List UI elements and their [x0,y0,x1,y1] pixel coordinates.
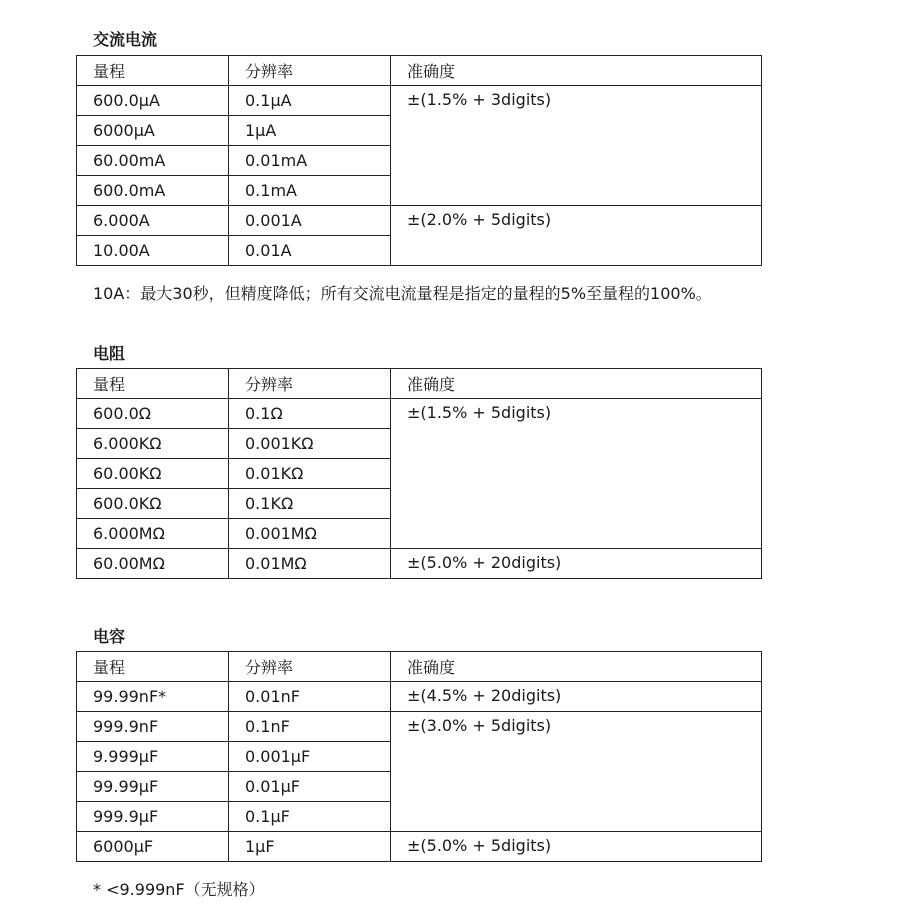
range-cell: 6000μA [77,116,229,146]
section-title: 电阻 [93,344,126,363]
range-cell: 6.000MΩ [77,519,229,549]
table-row [77,682,762,712]
spec-table [76,368,762,579]
resolution-cell: 0.01μF [229,772,391,802]
column-header: 量程 [77,369,229,399]
spec-table [76,651,762,862]
resolution-cell: 0.001A [229,206,391,236]
range-cell: 6.000A [77,206,229,236]
section-note: * <9.999nF（无规格） [93,880,265,899]
resolution-cell: 0.01A [229,236,391,266]
resolution-cell: 0.001KΩ [229,429,391,459]
resolution-cell: 0.1μA [229,86,391,116]
column-header: 分辨率 [229,369,391,399]
table-row [77,86,762,116]
resolution-cell: 0.01MΩ [229,549,391,579]
resolution-cell: 1μF [229,832,391,862]
range-cell: 10.00A [77,236,229,266]
range-cell: 600.0mA [77,176,229,206]
section-title: 电容 [93,627,126,646]
table-row [77,549,762,579]
accuracy-cell: ±(2.0% + 5digits) [391,206,762,266]
table-row [77,399,762,429]
range-cell: 999.9μF [77,802,229,832]
resolution-cell: 1μA [229,116,391,146]
resolution-cell: 0.01mA [229,146,391,176]
table-header-row [77,56,762,86]
resolution-cell: 0.01KΩ [229,459,391,489]
range-cell: 999.9nF [77,712,229,742]
table-header-row [77,652,762,682]
column-header: 量程 [77,56,229,86]
section-title: 交流电流 [93,30,158,49]
accuracy-cell: ±(5.0% + 5digits) [391,832,762,862]
resolution-cell: 0.1KΩ [229,489,391,519]
resolution-cell: 0.1μF [229,802,391,832]
resolution-cell: 0.1Ω [229,399,391,429]
accuracy-cell: ±(1.5% + 3digits) [391,86,762,206]
column-header: 量程 [77,652,229,682]
range-cell: 6.000KΩ [77,429,229,459]
range-cell: 99.99nF* [77,682,229,712]
spec-table [76,55,762,266]
column-header: 分辨率 [229,652,391,682]
range-cell: 600.0KΩ [77,489,229,519]
accuracy-cell: ±(5.0% + 20digits) [391,549,762,579]
accuracy-cell: ±(4.5% + 20digits) [391,682,762,712]
section-note: 10A：最大30秒，但精度降低；所有交流电流量程是指定的量程的5%至量程的100%。 [93,284,712,303]
table-row [77,832,762,862]
range-cell: 60.00KΩ [77,459,229,489]
range-cell: 9.999μF [77,742,229,772]
table-row [77,712,762,742]
accuracy-cell: ±(1.5% + 5digits) [391,399,762,549]
column-header: 分辨率 [229,56,391,86]
column-header: 准确度 [391,56,762,86]
resolution-cell: 0.01nF [229,682,391,712]
range-cell: 6000μF [77,832,229,862]
range-cell: 600.0μA [77,86,229,116]
accuracy-cell: ±(3.0% + 5digits) [391,712,762,832]
resolution-cell: 0.001μF [229,742,391,772]
column-header: 准确度 [391,652,762,682]
range-cell: 60.00mA [77,146,229,176]
resolution-cell: 0.1mA [229,176,391,206]
range-cell: 99.99μF [77,772,229,802]
range-cell: 600.0Ω [77,399,229,429]
range-cell: 60.00MΩ [77,549,229,579]
table-row [77,206,762,236]
table-header-row [77,369,762,399]
resolution-cell: 0.001MΩ [229,519,391,549]
column-header: 准确度 [391,369,762,399]
resolution-cell: 0.1nF [229,712,391,742]
